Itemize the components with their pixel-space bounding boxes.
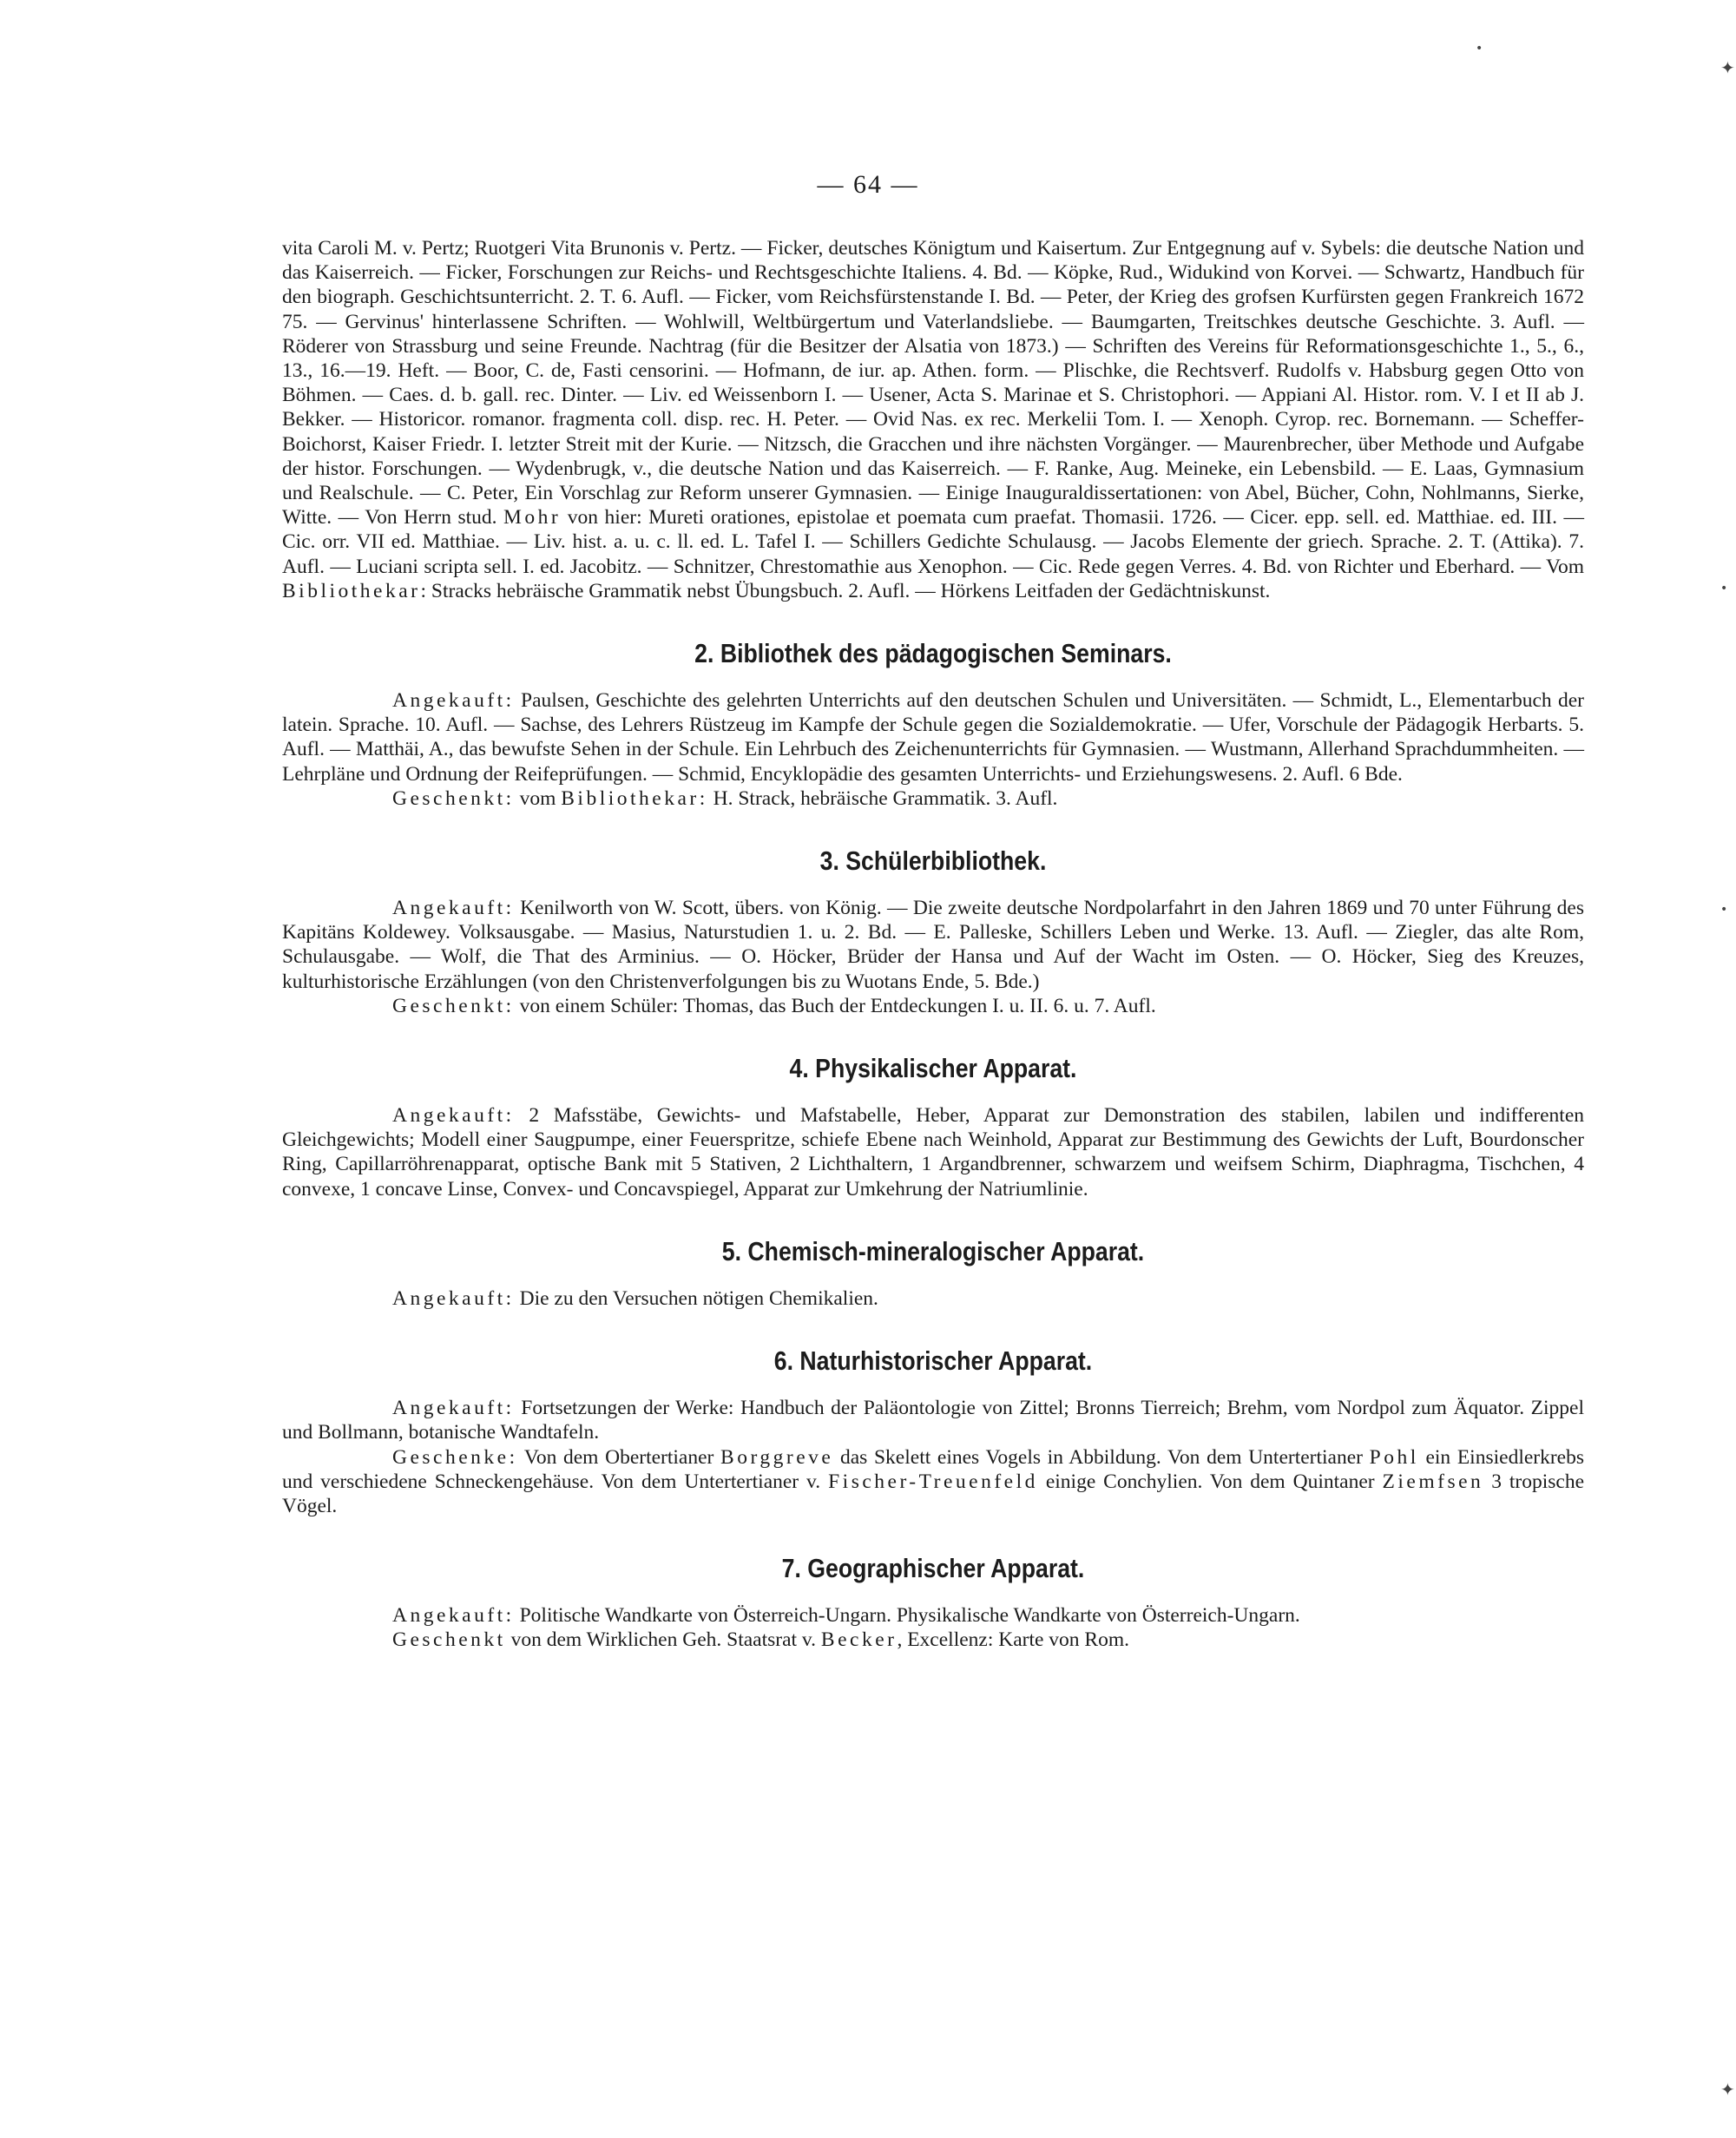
entry-text: Die zu den Versuchen nötigen Chemikalien. (519, 1286, 878, 1310)
entry-label: Angekauft: (392, 1604, 515, 1628)
entry-text: Von dem Obertertianer (523, 1445, 714, 1469)
entry-text: Kenilworth von W. Scott, übers. von König. — Die zweite deutsche Nordpolarfahrt in den Jahren 1869 und 70 unter Führung des Kapitäns Koldewey. Volksausgabe. — Masius, Naturstudien 1. u. 2. Bd. — E. Palleske, Schillers Leben und Werke. 13. Aufl. — Ziegler, das alte Rom, Schulausgabe. — Wolf, die That des Arminius. — O. Höcker, Brüder der Hansa und Auf der Wacht im Osten. — O. Höcker, Sieg des Kreuzes, kulturhistorische Erzählungen (von den Christenverfolgungen bis zu Wuotans Ende, 5. Bde.) (282, 897, 1584, 993)
donor-name: Bibliothekar (282, 579, 421, 602)
section-heading: 2. Bibliothek des pädagogischen Seminars. (694, 638, 1172, 669)
entry-label: Angekauft: (392, 689, 515, 713)
donor-name: Becker (820, 1628, 898, 1652)
intro-text: vita Caroli M. v. Pertz; Ruotgeri Vita Brunonis v. Pertz. — Ficker, deutsches Königtum und Kaisertum. Zur Entgegnung auf v. Sybels: die deutsche Nation und das Kaiserreich. — Ficker, Forschungen zur Reichs- und Rechtsgeschichte Italiens. 4. Bd. — Köpke, Rud., Widukind von Korvei. — Schwartz, Handbuch für den biograph. Geschichtsunterricht. 2. T. 6. Aufl. — Ficker, vom Reichsfürstenstande I. Bd. — Peter, der Krieg des grofsen Kurfürsten gegen Frankreich 1672 75. — Gervinus' hinterlassene Schriften. — Wohlwill, Weltbürgertum und Vaterlandsliebe. — Baumgarten, Treitschkes deutsche Geschichte. 3. Aufl. — Röderer von Strassburg und seine Freunde. Nachtrag (für die Besitzer der Alsatia von 1873.) — Schriften des Vereins für Reformationsgeschichte 1., 5., 6., 13., 16.—19. Heft. — Boor, C. de, Fasti censorini. — Hofmann, de iur. ap. Athen. form. — Plischke, die Rechtsverf. Rudolfs v. Habsburg gegen Otto von Böhmen. — Caes. d. b. gall. rec. Dinter. — Liv. ed Weissenborn I. — Usener, Acta S. Marinae et S. Christophori. — Appiani Al. Histor. rom. V. I et II ab J. Bekker. — Historicor. romanor. fragmenta coll. disp. rec. H. Peter. — Ovid Nas. ex rec. Merkelii Tom. I. — Xenoph. Cyrop. rec. Bornemann. — Scheffer-Boichorst, Kaiser Friedr. I. letzter Streit mit der Kurie. — Nitzsch, die Gracchen und ihre nächsten Vorgänger. — Maurenbrecher, über Methode und Aufgabe der histor. Forschungen. — Wydenbrugk, v., die deutsche Nation und das Kaiserreich. — F. Ranke, Aug. Meineke, ein Lebensbild. — E. Laas, Gymnasium und Realschule. — C. Peter, Ein Vorschlag zur Reform unserer Gymnasien. — Einige Inauguraldissertationen: von Abel, Bücher, Cohn, Nohlmanns, Sierke, Witte. — Von Herrn stud. (282, 237, 1584, 530)
donor-name: Borggreve (720, 1445, 834, 1469)
entry-label: Geschenkt: (392, 786, 515, 810)
section-paragraph (282, 786, 1584, 811)
section-paragraph (282, 1445, 1584, 1519)
scan-speck: • (1476, 42, 1483, 56)
entry-label: Geschenkt: (392, 994, 515, 1017)
scan-speck: ✦ (1720, 57, 1735, 78)
entry-text: 3 tropische Vögel. (282, 1470, 1585, 1517)
intro-text-3: : Stracks hebräische Grammatik nebst Übungsbuch. 2. Aufl. — Hörkens Leitfaden der Gedächtniskunst. (420, 579, 1271, 602)
entry-text: einige Conchylien. Von dem Quintaner (1045, 1470, 1375, 1493)
section-paragraph (282, 1628, 1584, 1652)
page-number: — 64 — (817, 170, 919, 199)
entry-label: Angekauft: (392, 897, 515, 920)
entry-text: ein Einsiedlerkrebs und verschiedene Schneckengehäuse. Von dem Untertertianer v. (282, 1445, 1585, 1493)
entry-text: von einem Schüler: Thomas, das Buch der Entdeckungen I. u. II. 6. u. 7. Aufl. (519, 994, 1156, 1017)
scan-speck: • (1720, 903, 1728, 917)
entry-label: Bibliothekar: (561, 786, 708, 810)
entry-text: vom (519, 786, 556, 810)
section-paragraph (282, 994, 1584, 1018)
entry-text: Politische Wandkarte von Österreich-Ungarn. Physikalische Wandkarte von Österreich-Ungarn. (519, 1604, 1300, 1628)
entry-text: Paulsen, Geschichte des gelehrten Unterrichts auf den deutschen Schulen und Universitäten. — Schmidt, L., Elementarbuch der latein. Sprache. 10. Aufl. — Sachse, des Lehrers Rüstzeug im Kampfe der Schule gegen die Sozialdemokratie. — Ufer, Vorschule der Pädagogik Herbarts. 5. Aufl. — Matthäi, A., das bewufste Sehen in der Schule. Ein Lehrbuch des Zeichenunterrichts für Gymnasien. — Wustmann, Allerhand Sprachdummheiten. — Lehrpläne und Ordnung der Reifeprüfungen. — Schmid, Encyklopädie des gesamten Unterrichts- und Erziehungswesens. 2. Aufl. 6 Bde. (282, 689, 1585, 786)
scan-speck: ✦ (1720, 2079, 1735, 2100)
entry-label: Angekauft: (392, 1397, 515, 1420)
donor-name: Ziemfsen (1382, 1470, 1484, 1493)
entry-text: 2 Mafsstäbe, Gewichts- und Mafstabelle, Heber, Apparat zur Demonstration des stabilen, labilen und indifferenten Gleichgewichts; Modell einer Saugpumpe, einer Feuerspritze, schiefe Ebene nach Weinhold, Apparat zur Bestimmung des Gewichts der Luft, Bourdonscher Ring, Capillarröhrenapparat, optische Bank mit 5 Stativen, 2 Lichthaltern, 1 Argandbrenner, schwarzem und weifsem Schirm, Diaphragma, Tischchen, 4 convexe, 1 concave Linse, Convex- und Concavspiegel, Apparat zur Umkehrung der Natriumlinie. (282, 1104, 1585, 1201)
section-paragraph (282, 1286, 1584, 1311)
entry-text: von dem Wirklichen Geh. Staatsrat v. (510, 1628, 817, 1652)
scan-speck: • (1720, 582, 1728, 595)
donor-name: Pohl (1369, 1445, 1419, 1469)
section-paragraph (282, 1396, 1584, 1444)
entry-text: das Skelett eines Vogels in Abbildung. Von dem Untertertianer (839, 1445, 1363, 1469)
entry-text: H. Strack, hebräische Grammatik. 3. Aufl. (713, 786, 1058, 810)
section-paragraph (282, 1103, 1584, 1201)
section-heading: 7. Geographischer Apparat. (781, 1553, 1085, 1584)
entry-text: Fortsetzungen der Werke: Handbuch der Paläontologie von Zittel; Bronns Tierreich; Brehm, vom Nordpol zum Äquator. Zippel und Bollmann, botanische Wandtafeln. (282, 1397, 1584, 1444)
section-heading: 3. Schülerbibliothek. (819, 845, 1047, 877)
intro-paragraph (282, 236, 1584, 603)
page-body (282, 236, 1584, 1653)
section-paragraph (282, 688, 1584, 786)
donor-name: Mohr (503, 506, 562, 530)
section-heading: 6. Naturhistorischer Apparat. (773, 1345, 1093, 1377)
entry-text: , Excellenz: Karte von Rom. (897, 1628, 1130, 1652)
donor-name: Fischer-Treuenfeld (828, 1470, 1038, 1493)
entry-label: Angekauft: (392, 1286, 515, 1310)
entry-label: Angekauft: (392, 1104, 515, 1128)
section-paragraph (282, 896, 1584, 994)
section-heading: 4. Physikalischer Apparat. (789, 1053, 1077, 1084)
section-paragraph (282, 1603, 1584, 1628)
entry-label: Geschenkt (392, 1628, 506, 1652)
entry-label: Geschenke: (392, 1445, 518, 1469)
intro-text-2: von hier: Mureti orationes, epistolae et poemata cum praefat. Thomasii. 1726. — Cicer. epp. sell. ed. Matthiae. ed. III. — Cic. orr. VII ed. Matthiae. — Liv. hist. a. u. c. ll. ed. L. Tafel I. — Schillers Gedichte Schulausg. — Jacobs Elemente der griech. Sprache. 2. T. (Attika). 7. Aufl. — Luciani scripta sell. I. ed. Jacobitz. — Schnitzer, Chrestomathie aus Xenophon. — Cic. Rede gegen Verres. 4. Bd. von Richter und Eberhard. — Vom (282, 506, 1585, 578)
section-heading: 5. Chemisch-mineralogischer Apparat. (721, 1235, 1145, 1266)
